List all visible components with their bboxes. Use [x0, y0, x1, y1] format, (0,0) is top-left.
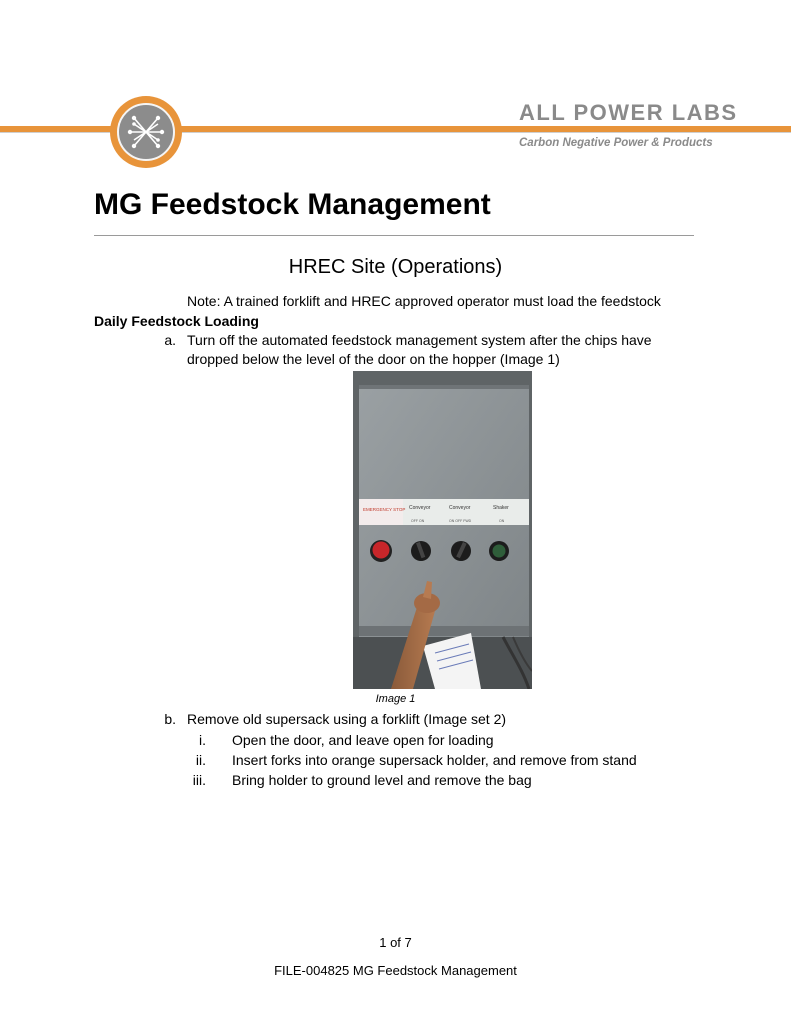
- control-panel-photo: [353, 371, 532, 689]
- company-logo: [110, 96, 182, 168]
- step-text: Turn off the automated feedstock management system after the chips have: [187, 332, 652, 348]
- footer-file-name: FILE-004825 MG Feedstock Management: [274, 963, 517, 978]
- switch-positions-3: ON: [499, 519, 505, 523]
- step-text: Remove old supersack using a forklift (Image set 2): [187, 711, 507, 727]
- brand-name: ALL POWER LABS: [519, 100, 738, 125]
- switch-positions-1: OFF ON: [411, 519, 425, 523]
- substep-marker: i.: [199, 732, 206, 748]
- substep-marker: iii.: [192, 772, 206, 788]
- step-marker: a.: [164, 332, 176, 348]
- section-heading: Daily Feedstock Loading: [94, 313, 259, 329]
- conveyor-label-2: Conveyor: [449, 505, 471, 511]
- substep-text: Bring holder to ground level and remove the bag: [232, 772, 532, 788]
- substep-text: Open the door, and leave open for loading: [232, 732, 494, 748]
- image-caption: Image 1: [375, 693, 416, 705]
- substep-marker: ii.: [195, 752, 206, 768]
- step-text-continued: dropped below the level of the door on the hopper (Image 1): [187, 351, 560, 367]
- title-divider: [94, 235, 694, 236]
- switch-positions-2: ON OFF FWD: [449, 519, 472, 523]
- conveyor-label-1: Conveyor: [409, 505, 431, 511]
- page-number: 1 of 7: [379, 935, 412, 950]
- document-title: MG Feedstock Management: [94, 188, 491, 221]
- shaker-label: Shaker: [493, 505, 509, 511]
- brand-tagline: Carbon Negative Power & Products: [519, 137, 713, 149]
- substep-text: Insert forks into orange supersack holder, and remove from stand: [232, 752, 637, 768]
- operator-note: Note: A trained forklift and HREC approved operator must load the feedstock: [187, 293, 661, 309]
- site-heading: HREC Site (Operations): [288, 256, 503, 278]
- control-panel-image: [353, 371, 532, 689]
- network-icon: [126, 112, 166, 152]
- emergency-label: EMERGENCY STOP: [363, 507, 406, 512]
- step-marker: b.: [164, 711, 176, 727]
- logo-emblem-icon: [117, 103, 175, 161]
